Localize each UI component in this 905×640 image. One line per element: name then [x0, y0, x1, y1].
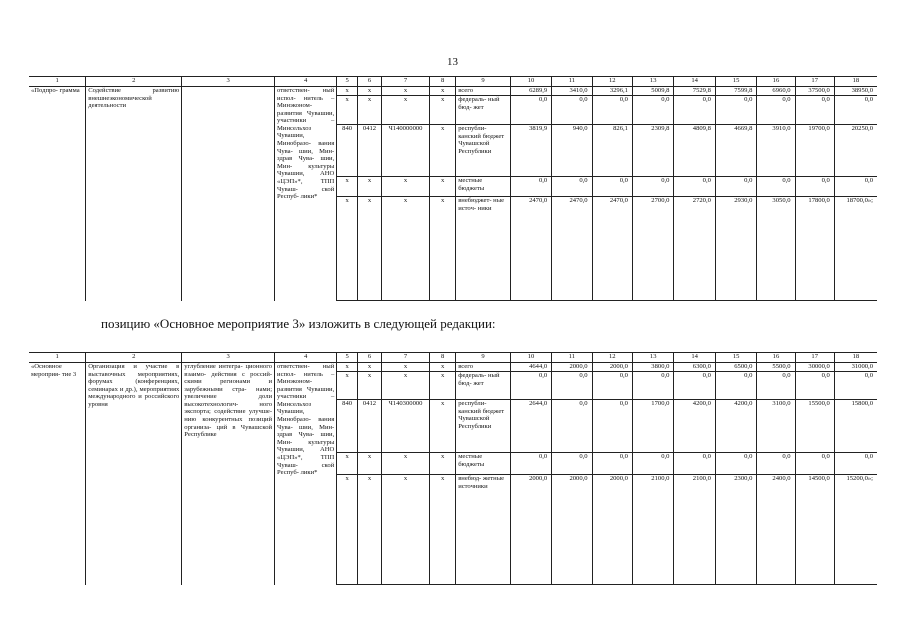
- funding-value: 6289,9: [510, 87, 551, 96]
- funding-value: 2700,0: [632, 197, 673, 301]
- column-number: 10: [510, 77, 551, 87]
- funding-value: 2470,0: [552, 197, 592, 301]
- column-number: 4: [275, 353, 337, 363]
- code-cell: x: [381, 96, 429, 125]
- funding-value: 0,0: [510, 177, 551, 197]
- code-cell: x: [357, 372, 381, 400]
- column-number: 9: [456, 77, 511, 87]
- funding-value: 0,0: [834, 177, 877, 197]
- funding-value: 0,0: [632, 453, 673, 475]
- code-cell: x: [430, 363, 456, 372]
- column-number: 8: [430, 77, 456, 87]
- column-number: 4: [275, 77, 337, 87]
- funding-value: 0,0: [715, 177, 756, 197]
- funding-value: 0,0: [795, 372, 834, 400]
- code-cell: 0412: [357, 400, 381, 453]
- column-number: 7: [381, 353, 429, 363]
- funding-value: 0,0: [757, 453, 795, 475]
- column-number: 17: [795, 353, 834, 363]
- funding-value: 4669,8: [715, 125, 756, 177]
- code-cell: 840: [337, 125, 358, 177]
- funding-value: 2309,8: [632, 125, 673, 177]
- funding-value: 30000,0: [795, 363, 834, 372]
- code-cell: x: [430, 96, 456, 125]
- row-label: «Основное мероприя- тие 3: [31, 363, 77, 378]
- column-number: 11: [552, 77, 592, 87]
- funding-value: 0,0: [510, 453, 551, 475]
- code-cell: x: [381, 453, 429, 475]
- funding-value: 4809,8: [674, 125, 715, 177]
- funding-source: внебюд- жетные источники: [456, 475, 511, 585]
- funding-value: 0,0: [674, 453, 715, 475]
- funding-source: федераль- ный бюд- жет: [456, 96, 511, 125]
- column-number: 5: [337, 77, 358, 87]
- funding-value: 0,0: [795, 177, 834, 197]
- funding-value: 0,0: [757, 372, 795, 400]
- code-cell: x: [381, 197, 429, 301]
- funding-value: 2644,0: [510, 400, 551, 453]
- funding-value: 0,0: [632, 177, 673, 197]
- funding-value: 826,1: [592, 125, 632, 177]
- code-cell: Ч140300000: [381, 400, 429, 453]
- column-number: 14: [674, 77, 715, 87]
- column-number: 3: [182, 77, 275, 87]
- funding-value: 6960,0: [757, 87, 795, 96]
- funding-value: 17800,0: [795, 197, 834, 301]
- column-number: 14: [674, 353, 715, 363]
- code-cell: 840: [337, 400, 358, 453]
- code-cell: x: [357, 177, 381, 197]
- funding-value: 3800,0: [632, 363, 673, 372]
- column-number: 8: [430, 353, 456, 363]
- funding-value: 3410,0: [552, 87, 592, 96]
- funding-value: 4644,0: [510, 363, 551, 372]
- funding-value: 0,0: [715, 372, 756, 400]
- funding-value: 2470,0: [510, 197, 551, 301]
- code-cell: x: [337, 372, 358, 400]
- funding-value: 0,0: [552, 400, 592, 453]
- column-number: 3: [182, 353, 275, 363]
- funding-value: 3910,0: [757, 125, 795, 177]
- funding-source: внебюджет- ные источ- ники: [456, 197, 511, 301]
- funding-value: 940,0: [552, 125, 592, 177]
- funding-value: 0,0: [592, 372, 632, 400]
- funding-value: 0,0: [592, 400, 632, 453]
- expected-result: углубление интегра- ционного взаимо- действия с россий- скими регионами и зарубежными стра- нами; увеличение доли высокотехнологич- ного экспорта; содействие улучше- нию конкурентных позиций организа- ций в Чувашской Республике: [182, 363, 275, 585]
- funding-value: 3100,0: [757, 400, 795, 453]
- code-cell: x: [381, 372, 429, 400]
- funding-value: 0,0: [795, 96, 834, 125]
- code-cell: x: [337, 96, 358, 125]
- funding-value: 2000,0: [552, 475, 592, 585]
- funding-value: 0,0: [552, 372, 592, 400]
- code-cell: x: [430, 372, 456, 400]
- column-number: 1: [29, 77, 86, 87]
- code-cell: x: [381, 363, 429, 372]
- funding-value: 0,0: [795, 453, 834, 475]
- code-cell: x: [337, 177, 358, 197]
- code-cell: x: [430, 87, 456, 96]
- funding-value: 19700,0: [795, 125, 834, 177]
- funding-value: 0,0: [834, 96, 877, 125]
- funding-value: 0,0: [632, 372, 673, 400]
- funding-value: 37500,0: [795, 87, 834, 96]
- measure-name: Содействие развитию внешнеэкономической деятельности: [86, 87, 182, 301]
- responsible-executor: ответствен- ный испол- нитель – Минэконом- развития Чувашии, участники – Минсельхоз Чувашии, Минобразо- вания Чува- шии, Мин- здрав Чува- шии, Мин- культуры Чувашии, АНО «ЦЭП»*, ТПП Чуваш- ской Респуб- лики*: [275, 363, 337, 585]
- code-cell: x: [337, 363, 358, 372]
- column-number: 18: [834, 353, 877, 363]
- column-number: 18: [834, 77, 877, 87]
- program-table: [29, 76, 877, 301]
- funding-value: 0,0: [552, 453, 592, 475]
- funding-value: 2000,0: [510, 475, 551, 585]
- funding-value: 0,0: [552, 177, 592, 197]
- code-cell: x: [357, 96, 381, 125]
- code-cell: x: [357, 475, 381, 585]
- column-number: 16: [757, 77, 795, 87]
- funding-value: 15500,0: [795, 400, 834, 453]
- funding-value: 1700,0: [632, 400, 673, 453]
- column-number: 5: [337, 353, 358, 363]
- measure-table: [29, 352, 877, 585]
- funding-value: 0,0: [834, 372, 877, 400]
- funding-value: 7599,8: [715, 87, 756, 96]
- column-number: 9: [456, 353, 511, 363]
- code-cell: x: [337, 87, 358, 96]
- funding-value: 20250,0: [834, 125, 877, 177]
- funding-value: 2470,0: [592, 197, 632, 301]
- column-number-row: [29, 77, 877, 87]
- funding-value: 2300,0: [715, 475, 756, 585]
- code-cell: x: [357, 87, 381, 96]
- row-label: «Подпро- грамма: [31, 87, 80, 94]
- funding-value: 5500,0: [757, 363, 795, 372]
- funding-value: 18700,0»;: [834, 197, 877, 301]
- funding-value: 6500,0: [715, 363, 756, 372]
- column-number: 17: [795, 77, 834, 87]
- funding-source: всего: [456, 363, 511, 372]
- funding-value: 7529,8: [674, 87, 715, 96]
- column-number: 13: [632, 353, 673, 363]
- column-number: 6: [357, 353, 381, 363]
- funding-value: 0,0: [757, 96, 795, 125]
- code-cell: x: [357, 197, 381, 301]
- code-cell: x: [337, 453, 358, 475]
- funding-value: 14500,0: [795, 475, 834, 585]
- column-number: 6: [357, 77, 381, 87]
- funding-value: 15200,0»;: [834, 475, 877, 585]
- funding-value: 2100,0: [632, 475, 673, 585]
- funding-value: 0,0: [592, 453, 632, 475]
- expected-result: [182, 87, 275, 301]
- funding-value: 0,0: [552, 96, 592, 125]
- funding-value: 4200,0: [674, 400, 715, 453]
- funding-value: 0,0: [834, 453, 877, 475]
- funding-value: 0,0: [674, 96, 715, 125]
- funding-source: всего: [456, 87, 511, 96]
- code-cell: x: [430, 453, 456, 475]
- funding-value: 2000,0: [552, 363, 592, 372]
- column-number: 12: [592, 353, 632, 363]
- funding-source: федераль- ный бюд- жет: [456, 372, 511, 400]
- code-cell: x: [357, 453, 381, 475]
- column-number: 12: [592, 77, 632, 87]
- column-number: 2: [86, 77, 182, 87]
- column-number: 2: [86, 353, 182, 363]
- funding-value: 0,0: [592, 177, 632, 197]
- column-number: 11: [552, 353, 592, 363]
- code-cell: 0412: [357, 125, 381, 177]
- funding-value: 0,0: [715, 453, 756, 475]
- page-number: 13: [447, 56, 458, 68]
- funding-value: 6300,0: [674, 363, 715, 372]
- code-cell: x: [337, 197, 358, 301]
- code-cell: x: [430, 197, 456, 301]
- column-number: 13: [632, 77, 673, 87]
- code-cell: x: [430, 400, 456, 453]
- funding-value: 0,0: [510, 372, 551, 400]
- funding-value: 0,0: [510, 96, 551, 125]
- funding-source: республи- канский бюджет Чувашской Республики: [456, 400, 511, 453]
- code-cell: x: [381, 177, 429, 197]
- funding-value: 0,0: [592, 96, 632, 125]
- column-number: 15: [715, 77, 756, 87]
- code-cell: x: [430, 177, 456, 197]
- funding-value: 5009,8: [632, 87, 673, 96]
- funding-value: 2000,0: [592, 475, 632, 585]
- code-cell: x: [381, 87, 429, 96]
- code-cell: x: [357, 363, 381, 372]
- column-number: 1: [29, 353, 86, 363]
- code-cell: x: [430, 475, 456, 585]
- funding-value: 3296,1: [592, 87, 632, 96]
- table-row: [29, 87, 877, 96]
- funding-value: 2100,0: [674, 475, 715, 585]
- measure-name: Организация и участие в выставочных мероприятиях, форумах (конференциях, семинарах и др.), мероприятиях международного и российского уровня: [86, 363, 182, 585]
- funding-value: 15800,0: [834, 400, 877, 453]
- column-number: 15: [715, 353, 756, 363]
- funding-value: 4200,0: [715, 400, 756, 453]
- funding-value: 31000,0: [834, 363, 877, 372]
- column-number: 7: [381, 77, 429, 87]
- responsible-executor: ответствен- ный испол- нитель – Минэконом- развития Чувашии, участники – Минсельхоз Чувашии, Минобразо- вания Чува- шии, Мин- здрав Чува- шии, Мин- культуры Чувашии, АНО «ЦЭП»*, ТПП Чуваш- ской Респуб- лики*: [275, 87, 337, 301]
- funding-value: 0,0: [674, 177, 715, 197]
- column-number: 10: [510, 353, 551, 363]
- funding-value: 38950,0: [834, 87, 877, 96]
- code-cell: x: [430, 125, 456, 177]
- code-cell: x: [381, 475, 429, 585]
- code-cell: x: [337, 475, 358, 585]
- funding-value: 2720,0: [674, 197, 715, 301]
- funding-value: 0,0: [757, 177, 795, 197]
- funding-source: республи- канский бюджет Чувашской Республики: [456, 125, 511, 177]
- amendment-sentence: позицию «Основное мероприятие 3» изложить в следующей редакции:: [101, 316, 496, 331]
- funding-value: 2000,0: [592, 363, 632, 372]
- column-number-row: [29, 353, 877, 363]
- table-row: [29, 363, 877, 372]
- code-cell: Ч140000000: [381, 125, 429, 177]
- funding-value: 3050,0: [757, 197, 795, 301]
- funding-value: 2930,0: [715, 197, 756, 301]
- funding-value: 0,0: [632, 96, 673, 125]
- funding-source: местные бюджеты: [456, 177, 511, 197]
- column-number: 16: [757, 353, 795, 363]
- funding-value: 0,0: [715, 96, 756, 125]
- funding-value: 0,0: [674, 372, 715, 400]
- funding-value: 3819,9: [510, 125, 551, 177]
- funding-value: 2400,0: [757, 475, 795, 585]
- funding-source: местные бюджеты: [456, 453, 511, 475]
